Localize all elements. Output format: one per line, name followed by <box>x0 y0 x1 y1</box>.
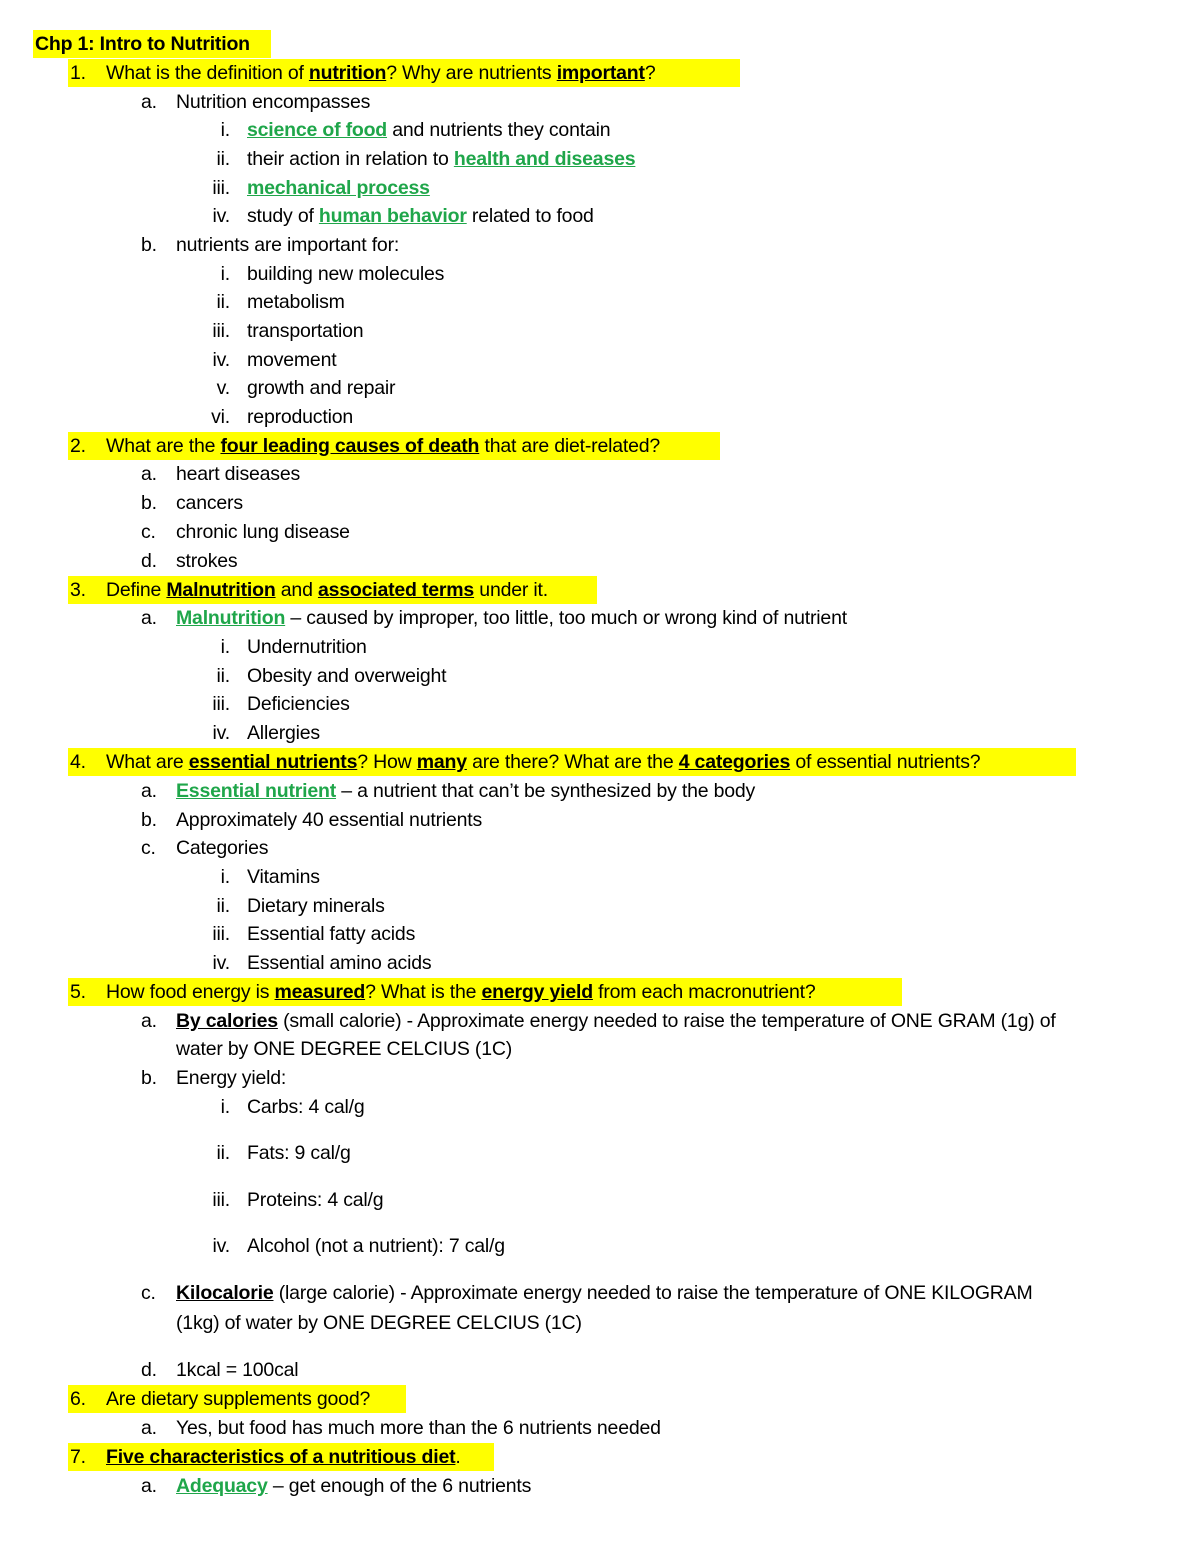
text: ? Why are nutrients <box>386 62 557 84</box>
list-marker: d. <box>141 1359 157 1381</box>
list-marker: iv. <box>212 1235 230 1257</box>
text: under it. <box>474 579 548 601</box>
list-marker: b. <box>141 1067 157 1089</box>
key-term: Adequacy <box>176 1475 268 1497</box>
text: Vitamins <box>247 866 320 888</box>
list-marker: i. <box>220 1096 230 1118</box>
text: Allergies <box>247 722 320 744</box>
text: 1kcal = 100cal <box>176 1359 299 1381</box>
key-term: mechanical process <box>247 177 430 199</box>
text <box>247 116 610 144</box>
text: (large calorie) - Approximate energy needed to raise the temperature of ONE KILOGRAM <box>273 1282 1033 1304</box>
list-marker: a. <box>141 1475 157 1497</box>
text: . <box>455 1446 461 1468</box>
list-marker: i. <box>220 119 230 141</box>
text: movement <box>247 349 337 371</box>
list-marker: iv. <box>212 205 230 227</box>
list-marker: iii. <box>212 177 230 199</box>
text: Undernutrition <box>247 636 367 658</box>
text: water by ONE DEGREE CELCIUS (1C) <box>176 1038 513 1060</box>
list-marker: 6. <box>70 1388 86 1410</box>
text: Obesity and overweight <box>247 665 447 687</box>
text: Yes, but food has much more than the 6 nutrients needed <box>176 1417 661 1439</box>
text: (small calorie) - Approximate energy needed to raise the temperature of ONE GRAM (1g) of <box>277 1010 1056 1032</box>
key-term: science of food <box>247 119 388 141</box>
list-marker: iv. <box>212 722 230 744</box>
text <box>247 174 430 202</box>
list-marker: b. <box>141 234 157 256</box>
text <box>106 576 548 604</box>
text: Are dietary supplements good? <box>106 1388 371 1410</box>
text: of essential nutrients? <box>790 751 981 773</box>
text: chronic lung disease <box>176 521 350 543</box>
list-marker: iii. <box>212 923 230 945</box>
list-marker: 3. <box>70 579 86 601</box>
text: transportation <box>247 320 364 342</box>
emphasized-term: Five characteristics of a nutritious diet <box>106 1446 456 1468</box>
list-marker: ii. <box>216 665 230 687</box>
text <box>106 748 980 776</box>
text <box>176 777 755 805</box>
text: cancers <box>176 492 243 514</box>
list-marker: a. <box>141 1010 157 1032</box>
list-marker: a. <box>141 607 157 629</box>
list-marker: v. <box>216 377 230 399</box>
list-marker: ii. <box>216 1142 230 1164</box>
key-term: human behavior <box>318 205 467 227</box>
text: metabolism <box>247 291 345 313</box>
text: ? <box>644 62 656 84</box>
list-marker: iv. <box>212 349 230 371</box>
text <box>247 145 635 173</box>
text: Essential amino acids <box>247 952 432 974</box>
list-marker: ii. <box>216 291 230 313</box>
text: building new molecules <box>247 263 445 285</box>
emphasized-term: many <box>416 751 467 773</box>
emphasized-term: important <box>556 62 645 84</box>
list-marker: iii. <box>212 1189 230 1211</box>
text: and <box>275 579 318 601</box>
list-marker: 7. <box>70 1446 86 1468</box>
list-marker: 4. <box>70 751 86 773</box>
text: growth and repair <box>247 377 396 399</box>
list-marker: i. <box>220 636 230 658</box>
list-marker: b. <box>141 809 157 831</box>
text: How food energy is <box>106 981 275 1003</box>
emphasized-term: 4 categories <box>678 751 791 773</box>
text: Categories <box>176 837 269 859</box>
text: from each macronutrient? <box>592 981 816 1003</box>
text: study of <box>247 205 319 227</box>
text: are there? What are the <box>466 751 679 773</box>
text: Fats: 9 cal/g <box>247 1142 351 1164</box>
list-marker: a. <box>141 463 157 485</box>
emphasized-term: Malnutrition <box>166 579 276 601</box>
list-marker: d. <box>141 550 157 572</box>
text: that are diet-related? <box>479 435 661 457</box>
text <box>106 432 660 460</box>
list-marker: c. <box>141 521 156 543</box>
list-marker: 2. <box>70 435 86 457</box>
text: nutrients are important for: <box>176 234 400 256</box>
emphasized-term: nutrition <box>308 62 387 84</box>
text: heart diseases <box>176 463 301 485</box>
text <box>176 1007 1056 1035</box>
text: – a nutrient that can’t be synthesized by the body <box>336 780 756 802</box>
emphasized-term: essential nutrients <box>188 751 358 773</box>
list-marker: a. <box>141 780 157 802</box>
text: their action in relation to <box>247 148 454 170</box>
list-marker: iv. <box>212 952 230 974</box>
list-marker: ii. <box>216 895 230 917</box>
text: ? What is the <box>365 981 482 1003</box>
text: What are the <box>106 435 221 457</box>
text <box>176 604 847 632</box>
text: Dietary minerals <box>247 895 385 917</box>
text: – caused by improper, too little, too much or wrong kind of nutrient <box>285 607 847 629</box>
text: and nutrients they contain <box>387 119 611 141</box>
text: Alcohol (not a nutrient): 7 cal/g <box>247 1235 505 1257</box>
text: What is the definition of <box>106 62 309 84</box>
text: Proteins: 4 cal/g <box>247 1189 384 1211</box>
list-marker: a. <box>141 91 157 113</box>
emphasized-term: By calories <box>176 1010 278 1032</box>
list-marker: 5. <box>70 981 86 1003</box>
page-title: Chp 1: Intro to Nutrition <box>35 33 250 55</box>
emphasized-term: Kilocalorie <box>176 1282 274 1304</box>
text: Energy yield: <box>176 1067 287 1089</box>
question-text <box>106 59 655 87</box>
text <box>106 978 816 1006</box>
text <box>247 202 594 230</box>
emphasized-term: associated terms <box>317 579 475 601</box>
list-marker: iii. <box>212 320 230 342</box>
text: – get enough of the 6 nutrients <box>267 1475 532 1497</box>
text: Define <box>106 579 167 601</box>
text: (1kg) of water by ONE DEGREE CELCIUS (1C) <box>176 1312 582 1334</box>
question-number: 1. <box>70 62 86 84</box>
text: reproduction <box>247 406 354 428</box>
emphasized-term: measured <box>274 981 366 1003</box>
list-marker: a. <box>141 1417 157 1439</box>
list-marker: b. <box>141 492 157 514</box>
emphasized-term: four leading causes of death <box>220 435 480 457</box>
list-marker: c. <box>141 1282 156 1304</box>
text <box>176 1472 531 1500</box>
text: Carbs: 4 cal/g <box>247 1096 365 1118</box>
list-marker: c. <box>141 837 156 859</box>
text: Deficiencies <box>247 693 350 715</box>
text: strokes <box>176 550 238 572</box>
text: Approximately 40 essential nutrients <box>176 809 483 831</box>
key-term: health and diseases <box>453 148 636 170</box>
list-marker: ii. <box>216 148 230 170</box>
text: Nutrition encompasses <box>176 91 371 113</box>
list-marker: vi. <box>211 406 230 428</box>
list-marker: iii. <box>212 693 230 715</box>
emphasized-term: energy yield <box>481 981 593 1003</box>
text <box>106 1443 461 1471</box>
text: ? How <box>357 751 417 773</box>
text: Essential fatty acids <box>247 923 416 945</box>
text <box>176 1279 1033 1307</box>
list-marker: i. <box>220 866 230 888</box>
text: What are <box>106 751 189 773</box>
text: related to food <box>466 205 594 227</box>
key-term: Essential nutrient <box>176 780 337 802</box>
key-term: Malnutrition <box>176 607 286 629</box>
list-marker: i. <box>220 263 230 285</box>
